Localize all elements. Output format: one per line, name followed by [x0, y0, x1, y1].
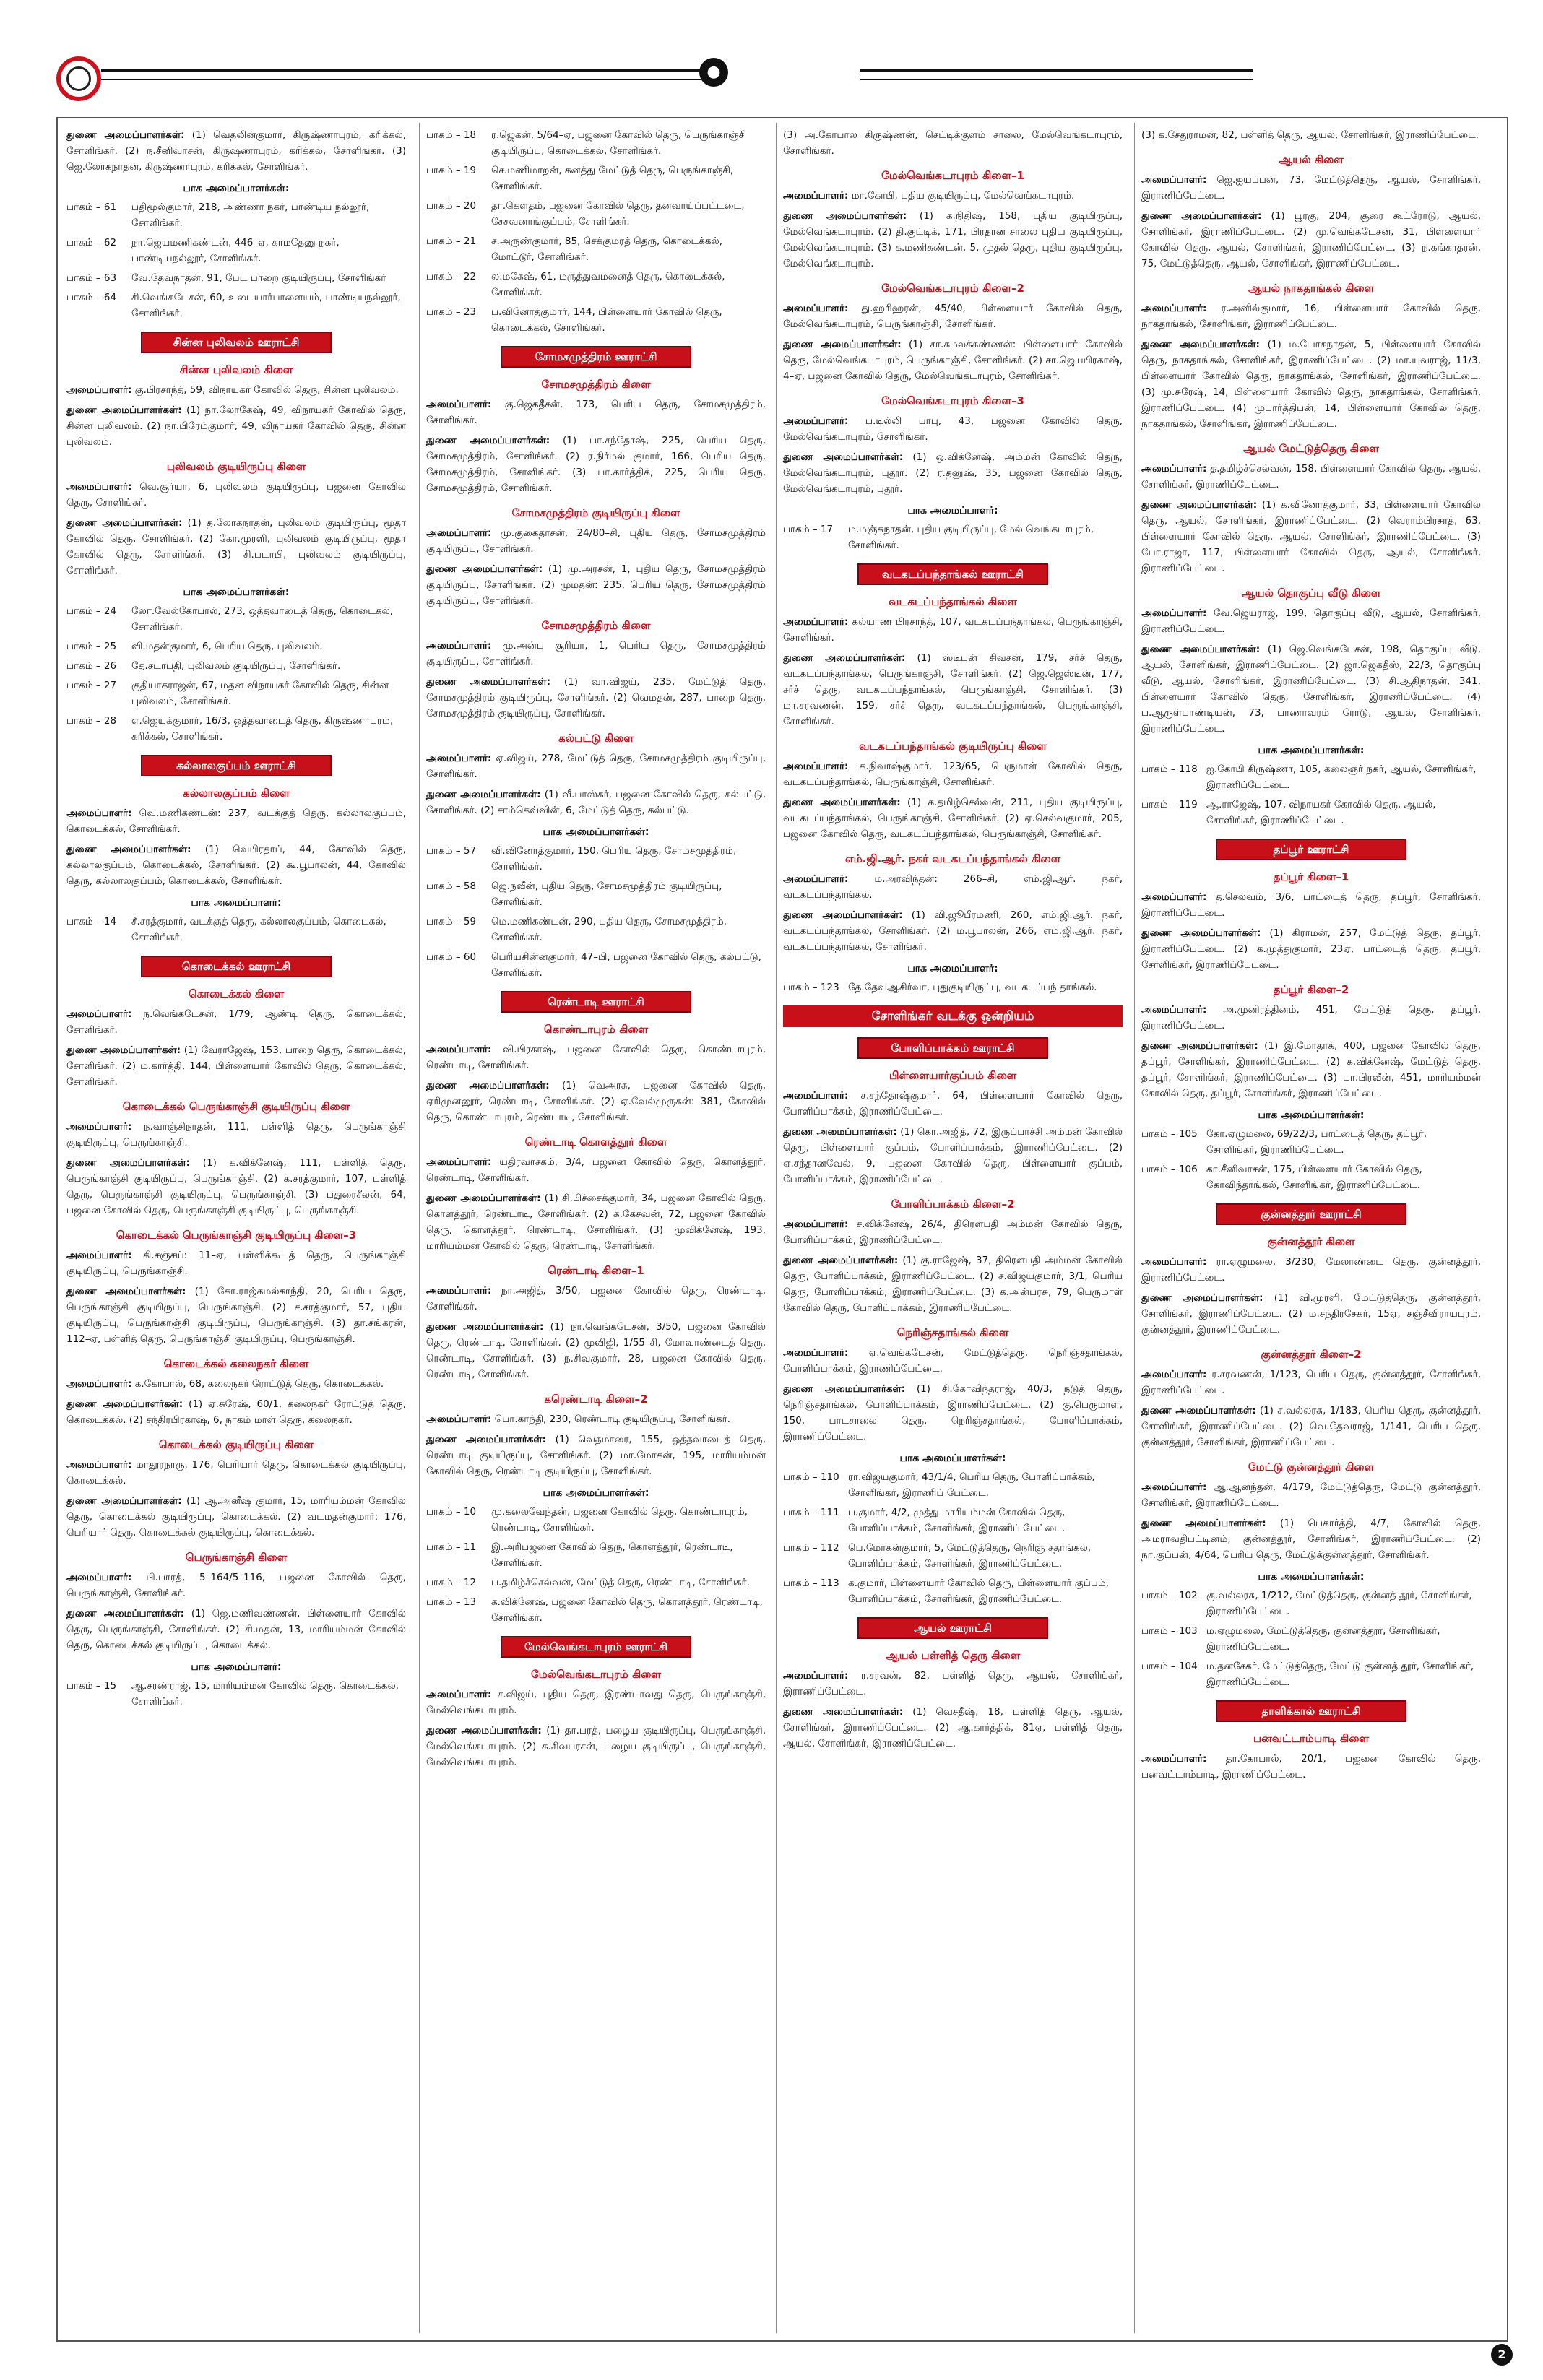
masthead-rule-left — [101, 69, 701, 72]
member-entry: துணை அமைப்பாளர்கள்: (1) வி.முரளி, மேட்டுத்தெரு, குன்னத்தூர், சோளிங்கர், இராணிப்பேட்டை. (2) ம.சந்திரசேகர், 15ஏ, சஞ்சீவிராயபுரம், குன்னத்தூர், இராணிப்பேட்டை. — [1141, 1292, 1481, 1336]
booth-number: பாகம் – 62 — [66, 237, 117, 248]
booth-person: ம.ஏழுமலை, மேட்டுத்தெரு, குன்னத்தூர், சோளிங்கர், இராணிப்பேட்டை. — [1206, 1625, 1440, 1653]
branch-heading: கொடைக்கல் குடியிருப்பு கிளை — [158, 1438, 314, 1451]
member-entry: துணை அமைப்பாளர்கள்: (1) கு.ராஜேஷ், 37, திரௌபதி அம்மன் கோவில் தெரு, போளிப்பாக்கம், இராணிப்பேட்டை. (2) ச.விஜயகுமார், 3/1, பெரிய தெரு, போளிப்பாக்கம், இராணிப்பேட்டை. (3) க.அன்பரசு, 79, பெருமாள் கோவில் தெரு, போளிப்பாக்கம், இராணிப்பேட்டை. — [783, 1255, 1123, 1314]
member-entry: அமைப்பாளர்: ஜெ.ஐயப்பன், 73, மேட்டுத்தெரு, ஆயல், சோளிங்கர், இராணிப்பேட்டை. — [1141, 174, 1481, 202]
section-heading: பாக அமைப்பாளர்: — [191, 1661, 282, 1673]
branch-heading: பிள்ளையார்குப்பம் கிளை — [889, 1069, 1017, 1082]
booth-number: பாகம் – 102 — [1141, 1590, 1198, 1601]
booth-row — [426, 1594, 766, 1626]
member-entry: அமைப்பாளர்: க.கோபால், 68, கலைநகர் ரோட்டுத் தெரு, கொடைக்கல். — [66, 1378, 384, 1390]
member-entry: அமைப்பாளர்: ப.டில்லி பாபு, 43, பஜனை கோவில் தெரு, மேல்வெங்கடாபுரம், சோளிங்கர். — [783, 415, 1123, 443]
branch-heading: ஆயல் தொகுப்பு வீடு கிளை — [1241, 587, 1381, 600]
booth-person: செ.மணிமாறன், கனத்து மேட்டுத் தெரு, பெருங்காஞ்சி, சோளிங்கர். — [491, 165, 734, 192]
booth-row — [426, 304, 766, 336]
member-entry: துணை அமைப்பாளர்கள்: (1) பா.சந்தோஷ், 225, பெரிய தெரு, சோமசமுத்திரம், சோளிங்கர். (2) ர.நிர்மல் குமார், 166, பெரிய தெரு, சோமசமுத்திரம், சோளிங்கர். (3) பா.கார்த்திக், 225, பெரிய தெரு, சோமசமுத்திரம், சோளிங்கர். — [426, 435, 766, 494]
member-entry: துணை அமைப்பாளர்கள்: (1) வீ.பாஸ்கர், பஜனை கோவில் தெரு, கல்பட்டு, சோளிங்கர். (2) சாம்கெவ்வின், 6, மேட்டுத் தெரு, கல்பட்டு. — [426, 789, 766, 816]
booth-person: கோ.ஏழுமலை, 69/22/3, பாட்டைத் தெரு, தப்பூர், சோளிங்கர், இராணிப்பேட்டை. — [1206, 1128, 1427, 1156]
booth-row — [783, 979, 1123, 995]
member-entry: அமைப்பாளர்: ந.வாஞ்சிநாதன், 111, பள்ளித் தெரு, பெருங்காஞ்சி குடியிருப்பு, பெருங்காஞ்சி. — [66, 1121, 406, 1148]
booth-person: ஜெ.நவீன், புதிய தெரு, சோமசமுத்திரம் குடியிருப்பு, சோளிங்கர். — [491, 880, 722, 908]
member-entry: துணை அமைப்பாளர்கள்: (1) வெதமாரை, 155, ஒத்தவாடைத் தெரு, ரெண்டாடி குடியிருப்பு, சோளிங்கர். (2) மா.மோகன், 195, மாரியம்மன் கோவில் தெரு, ரெண்டாடி குடியிருப்பு, சோளிங்கர். — [426, 1434, 766, 1477]
booth-person: சீ.சரத்குமார், வடக்குத் தெரு, கல்லாலகுப்பம், கொடைகல், சோளிங்கர். — [131, 916, 386, 943]
booth-row — [426, 233, 766, 265]
booth-number: பாகம் – 63 — [66, 272, 117, 284]
member-entry: துணை அமைப்பாளர்கள்: (1) வெசதீஷ், 18, பள்ளித் தெரு, ஆயல், சோளிங்கர், இராணிப்பேட்டை. (2) ஆ.கார்த்திக், 81ஏ, பள்ளித் தெரு, ஆயல், சோளிங்கர், இராணிப்பேட்டை. — [783, 1706, 1123, 1749]
booth-row — [66, 235, 406, 267]
booth-person: குதியாகராஜன், 67, மதன விநாயகர் கோவில் தெரு, சின்ன புலிவலம், சோளிங்கர். — [131, 680, 389, 707]
masthead-rule-right-thin — [860, 79, 1253, 80]
booth-person: இ.அரிபஜனை கோவில் தெரு, கொளத்தூர், ரெண்டாடி, சோளிங்கர். — [491, 1541, 733, 1569]
member-entry: அமைப்பாளர்: து.ஹரிஹரன், 45/40, பிள்ளையார் கோவில் தெரு, மேல்வெங்கடாபுரம், பெருங்காஞ்சி, சோளிங்கர். — [783, 303, 1123, 330]
booth-number: பாகம் – 13 — [426, 1596, 477, 1608]
branch-heading: கொடைக்கல் பெருங்காஞ்சி குடியிருப்பு கிளை — [122, 1100, 350, 1113]
member-entry: அமைப்பாளர்: ஆ.ஆனந்தன், 4/179, மேட்டுத்தெரு, மேட்டு குன்னத்தூர், சோளிங்கர், இராணிப்பேட்டை. — [1141, 1481, 1481, 1509]
booth-number: பாகம் – 25 — [66, 641, 117, 652]
section-heading: பாக அமைப்பாளர்கள்: — [543, 826, 649, 838]
branch-heading: வடகடப்பந்தாங்கல் குடியிருப்பு கிளை — [859, 740, 1047, 753]
booth-person: கு.வல்லரசு, 1/212, மேட்டுத்தெரு, குன்னத் தூர், சோளிங்கர், இராணிப்பேட்டை. — [1206, 1590, 1472, 1617]
section-heading: பாக அமைப்பாளர்கள்: — [183, 587, 290, 598]
booth-number: பாகம் – 22 — [426, 271, 477, 282]
branch-heading: கொடைக்கல் கிளை — [188, 987, 285, 1000]
branch-heading: கொடைக்கல் கலைநகர் கிளை — [163, 1357, 309, 1370]
member-entry: துணை அமைப்பாளர்கள்: (1) ஆ.அனீஷ் குமார், 15, மாரியம்மன் கோவில் தெரு, கொடைக்கல் குடியிருப்பு, கொடைக்கல். (2) வடமதன்குமார்: 176, பெரியார் தெரு, கொடைக்கல் குடியிருப்பு, கொடைக்கல். — [66, 1495, 406, 1539]
booth-number: பாகம் – 20 — [426, 200, 477, 212]
branch-heading: எம்.ஜி.ஆர். நகர் வடகடப்பந்தாங்கல் கிளை — [844, 852, 1061, 865]
member-entry: துணை அமைப்பாளர்கள்: (1) ம.யோகநாதன், 5, பிள்ளையார் கோவில் தெரு, நாகதாங்கல், சோளிங்கர், இராணிப்பேட்டை. (2) மா.யுவராஜ், 11/3, பிள்ளையார் கோவில் தெரு, நாகதாங்கல், சோளிங்கர், இராணிப்பேட்டை. (3) மு.சுரேஷ், 14, பிள்ளையார் கோவில் தெரு, நாகதாங்கல், சோளிங்கர், இராணிப்பேட்டை. (4) முபார்த்திபன், 14, பிள்ளையார் கோவில் தெரு, நாகதாங்கல், சோளிங்கர், இராணிப்பேட்டை. — [1141, 339, 1481, 430]
booth-row — [426, 163, 766, 194]
booth-number: பாகம் – 17 — [783, 524, 834, 535]
member-entry: அமைப்பாளர்: க.நிவாஷ்குமார், 123/65, பெருமாள் கோவில் தெரு, வடகடப்பந்தாங்கல், பெருங்காஞ்சி, சோளிங்கர். — [783, 761, 1123, 788]
booth-person: தே.தேவஆசிர்வா, புதுகுடியிருப்பு, வடகடப்பந் தாங்கல். — [848, 982, 1097, 993]
booth-row — [783, 522, 1123, 553]
branch-heading: கொண்டாபுரம் கிளை — [543, 1023, 649, 1036]
booth-number: பாகம் – 61 — [66, 202, 117, 213]
masthead-rule-right — [860, 69, 1253, 72]
member-entry: துணை அமைப்பாளர்கள்: (1) வெஅரசு, பஜனை கோவில் தெரு, ஏரிமுனனூர், ரெண்டாடி, சோளிங்கர். (2) ஏ.வேல்முருகன்: 381, கோவில் தெரு, கொண்டாபுரம், ரெண்டாடி, சோளிங்கர். — [426, 1080, 766, 1123]
booth-row — [783, 1469, 1123, 1501]
panchayat-label: தாளிக்கால் ஊராட்சி — [1216, 1700, 1406, 1722]
booth-number: பாகம் – 24 — [66, 605, 117, 617]
booth-number: பாகம் – 18 — [426, 129, 477, 141]
panchayat-label: வடகடப்பந்தாங்கல் ஊராட்சி — [857, 563, 1048, 585]
booth-row — [66, 713, 406, 745]
booth-row — [66, 1678, 406, 1710]
member-entry: (3) க.சேதுராமன், 82, பள்ளித் தெரு, ஆயல், சோளிங்கர், இராணிப்பேட்டை. — [1141, 129, 1479, 141]
member-entry: அமைப்பாளர்: கு.ஜெகதீசன், 173, பெரிய தெரு, சோமசமுத்திரம், சோளிங்கர். — [426, 399, 766, 426]
branch-heading: கரெண்டாடி கிளை–2 — [544, 1393, 648, 1406]
booth-number: பாகம் – 26 — [66, 660, 117, 672]
booth-row — [1141, 1588, 1481, 1619]
section-heading: பாக அமைப்பாளர்: — [191, 897, 282, 909]
booth-person: ஆ.ராஜேஷ், 107, விநாயகர் கோவில் தெரு, ஆயல், சோளிங்கர், இராணிப்பேட்டை. — [1206, 799, 1436, 826]
branch-heading: ரெண்டாடி கிளை–1 — [548, 1264, 644, 1277]
booth-number: பாகம் – 60 — [426, 951, 477, 963]
booth-person: ப.குமார், 4/2, முத்து மாரியம்மன் கோவில் தெரு, போளிப்பாக்கம், சோளிங்கர், இராணிப் பேட்டை. — [848, 1507, 1066, 1534]
member-entry: துணை அமைப்பாளர்கள்: (1) வெபிரதாப், 44, கோவில் தெரு, கல்லாலகுப்பம், கொடைக்கல், சோளிங்கர். (2) கூ.பூபாலன், 44, கோவில் தெரு, கல்லாலகுப்பம், கொடைக்கல், சோளிங்கர். — [66, 844, 406, 887]
member-entry: அமைப்பாளர்: ரா.ஏழுமலை, 3/230, மேலாண்டை தெரு, குன்னத்தூர், இராணிப்பேட்டை. — [1141, 1256, 1481, 1284]
panchayat-label: போளிப்பாக்கம் ஊராட்சி — [857, 1037, 1048, 1059]
member-entry: அமைப்பாளர்: ச.விஜய், புதிய தெரு, இரண்டாவது தெரு, பெருங்காஞ்சி, மேல்வெங்கடாபுரம். — [426, 1689, 766, 1716]
branch-heading: ஆயல் நாகதாங்கல் கிளை — [1248, 282, 1375, 295]
member-entry: துணை அமைப்பாளர்கள்: (1) ச.வல்லரசு, 1/183, பெரிய தெரு, குன்னத்தூர், சோளிங்கர், இராணிப்பேட்டை. (2) வெ.தேவராஜ், 1/141, பெரிய தெரு, குன்னத்தூர், சோளிங்கர், இராணிப்பேட்டை. — [1141, 1405, 1481, 1448]
branch-heading: வடகடப்பந்தாங்கல் கிளை — [889, 595, 1017, 608]
branch-heading: பெருங்காஞ்சி கிளை — [185, 1551, 288, 1564]
member-entry: துணை அமைப்பாளர்கள்: (1) க.விக்னேஷ், 111, பள்ளித் தெரு, பெருங்காஞ்சி குடியிருப்பு, பெருங்காஞ்சி. (2) க.சரத்குமார், 107, பள்ளித் தெரு, பெருங்காஞ்சி குடியிருப்பு, பெருங்காஞ்சி. (3) பதுரைசீலன், 64, பஜனை கோவில் தெரு, பெருங்காஞ்சி குடியிருப்பு, பெருங்காஞ்சி. — [66, 1157, 406, 1216]
booth-row — [1141, 1161, 1481, 1193]
member-entry: அமைப்பாளர்: பொ.காந்தி, 230, ரெண்டாடி குடியிருப்பு, சோளிங்கர். — [426, 1414, 730, 1425]
panchayat-label: சோமசமுத்திரம் ஊராட்சி — [501, 346, 691, 368]
member-entry: அமைப்பாளர்: ச.சந்தோஷ்குமார், 64, பிள்ளையார் கோவில் தெரு, போளிப்பாக்கம், இராணிப்பேட்டை. — [783, 1090, 1123, 1117]
panchayat-label: ரெண்டாடி ஊராட்சி — [501, 991, 691, 1013]
branch-heading: கொடைக்கல் பெருங்காஞ்சி குடியிருப்பு கிளை–3 — [116, 1229, 357, 1242]
member-entry: அமைப்பாளர்: கி.சஞ்சய்: 11–ஏ, பள்ளிக்கூடத் தெரு, பெருங்காஞ்சி குடியிருப்பு, பெருங்காஞ்சி. — [66, 1250, 406, 1277]
booth-row — [1141, 1623, 1481, 1655]
member-entry: அமைப்பாளர்: யதிரவாசகம், 3/4, பஜனை கோவில் தெரு, கொளத்தூர், ரெண்டாடி, சோளிங்கர். — [426, 1156, 766, 1184]
booth-row — [66, 639, 406, 654]
masthead-circle-logo — [56, 56, 101, 101]
booth-number: பாகம் – 12 — [426, 1577, 477, 1588]
panchayat-label: தப்பூர் ஊராட்சி — [1216, 839, 1406, 860]
panchayat-label: மேல்வெங்கடாபுரம் ஊராட்சி — [501, 1636, 691, 1658]
column-1 — [66, 127, 406, 1713]
member-entry: துணை அமைப்பாளர்கள்: (1) க.நிதிஷ், 158, புதிய குடியிருப்பு, மேல்வெங்கடாபுரம். (2) தி.குட்டிக், 171, பிரதான சாலை புதிய குடியிருப்பு, மேல்வெங்கடாபுரம். (3) க.மணிகண்டன், 5, முதல் தெரு, புதிய குடியிருப்பு, மேல்வெங்கடாபுரம். — [783, 210, 1123, 269]
member-entry: துணை அமைப்பாளர்கள்: (1) கிராமன், 257, மேட்டுத் தெரு, தப்பூர், இராணிப்பேட்டை. (2) க.முத்துகுமார், 23ஏ, பாட்டைத் தெரு, தப்பூர், சோளிங்கர், இராணிப்பேட்டை. — [1141, 927, 1481, 971]
member-entry: துணை அமைப்பாளர்கள்: (1) கோ.ராஜ்கமல்காந்தி, 20, பெரிய தெரு, பெருங்காஞ்சி குடியிருப்பு, பெருங்காஞ்சி. (2) ச.சரத்குமார், 57, புதிய குடியிருப்பு, பெருங்காஞ்சி குடியிருப்பு, பெருங்காஞ்சி. (3) தா.சங்கரன், 112–ஏ, பள்ளித் தெரு, பெருங்காஞ்சி குடியிருப்பு, பெருங்காஞ்சி. — [66, 1286, 406, 1345]
booth-person: நா.ஜெயமணிகண்டன், 446–ஏ, காமதேனு நகர், பாண்டியநல்லூர், சோளிங்கர். — [131, 237, 340, 264]
branch-heading: சோமசமுத்திரம் கிளை — [541, 378, 651, 391]
masthead — [0, 0, 1543, 108]
member-entry: துணை அமைப்பாளர்கள்: (1) மு.அரசன், 1, புதிய தெரு, சோமசமுத்திரம் குடியிருப்பு, சோளிங்கர். (2) முமதன்: 235, பெரிய தெரு, சோமசமுத்திரம் குடியிருப்பு, சோளிங்கர். — [426, 563, 766, 607]
masthead-rule-left-thin — [101, 79, 701, 80]
booth-row — [1141, 1126, 1481, 1158]
booth-number: பாகம் – 23 — [426, 306, 477, 318]
member-entry: அமைப்பாளர்: கு.பிரசாந்த், 59, விநாயகர் கோவில் தெரு, சின்ன புலிவலம். — [66, 384, 399, 396]
panchayat-label: குன்னத்தூர் ஊராட்சி — [1216, 1203, 1406, 1225]
column-4 — [1141, 127, 1481, 1787]
member-entry: அமைப்பாளர்: த.செல்வம், 3/6, பாட்டைத் தெரு, தப்பூர், சோளிங்கர், இராணிப்பேட்டை. — [1141, 891, 1481, 919]
member-entry: அமைப்பாளர்: ர.அனில்குமார், 16, பிள்ளையார் கோவில் தெரு, நாகதாங்கல், சோளிங்கர், இராணிப்பேட்டை. — [1141, 303, 1481, 330]
section-heading: பாக அமைப்பாளர்: — [907, 963, 998, 974]
section-heading: பாக அமைப்பாளர்கள்: — [183, 183, 290, 194]
member-entry: துணை அமைப்பாளர்கள்: (1) பூரகு, 204, சூரை கூட்ரோடு, ஆயல், சோளிங்கர், இராணிப்பேட்டை. (2) மு.வெங்கடேசன், 31, பிள்ளையார் கோவில் தெரு, ஆயல், சோளிங்கர், இராணிப்பேட்டை. (3) ந.கங்காதரன், 75, மேட்டுத்தெரு, ஆயல், சோளிங்கர், இராணிப்பேட்டை. — [1141, 210, 1481, 269]
member-entry: அமைப்பாளர்: ம.அரவிந்தன்: 266–சி, எம்.ஜி.ஆர். நகர், வடகடப்பந்தாங்கல். — [783, 873, 1123, 901]
booth-row — [426, 878, 766, 910]
booth-row — [783, 1540, 1123, 1572]
booth-row — [426, 127, 766, 159]
booth-row — [426, 198, 766, 230]
column-3 — [783, 127, 1123, 1756]
booth-person: பதிமூல்குமார், 218, அண்ணா நகர், பாண்டிய நல்லூர், சோளிங்கர். — [131, 202, 370, 229]
booth-number: பாகம் – 11 — [426, 1541, 477, 1553]
section-heading: பாக அமைப்பாளர்கள்: — [1258, 1571, 1365, 1583]
branch-heading: குன்னத்தூர் கிளை — [1267, 1235, 1355, 1248]
booth-row — [1141, 761, 1481, 793]
member-entry: துணை அமைப்பாளர்கள்: (1) நா.வெங்கடேசன், 3/50, பஜனை கோவில் தெரு, ரெண்டாடி, சோளிங்கர். (2) முவிஜி, 1/55–சி, மோவாண்டைத் தெரு, ரெண்டாடி, சோளிங்கர். (3) ந.சிவகுமார், 28, பஜனை கோவில் தெரு, ரெண்டாடி, சோளிங்கர். — [426, 1321, 766, 1380]
booth-person: மெ.மணிகண்டன், 290, புதிய தெரு, சோமசமுத்திரம், சோளிங்கர். — [491, 916, 727, 943]
booth-number: பாகம் – 10 — [426, 1506, 477, 1518]
booth-person: வி.மதன்குமார், 6, பெரிய தெரு, புலிவலம். — [131, 641, 323, 652]
booth-row — [426, 269, 766, 300]
member-entry: துணை அமைப்பாளர்கள்: (1) வா.விஜய், 235, மேட்டுத் தெரு, சோமசமுத்திரம் குடியிருப்பு, சோளிங்கர். (2) வெமதன், 287, பாறை தெரு, சோமசமுத்திரம் குடியிருப்பு, சோளிங்கர். — [426, 676, 766, 719]
booth-number: பாகம் – 103 — [1141, 1625, 1198, 1637]
section-heading: பாக அமைப்பாளர்கள்: — [1258, 745, 1365, 756]
page-number: 2 — [1491, 2344, 1513, 2366]
member-entry: அமைப்பாளர்: ஏ.வெங்கடேசன், மேட்டுத்தெரு, நெரிஞ்சதாங்கல், போளிப்பாக்கம், இராணிப்பேட்டை. — [783, 1347, 1123, 1375]
booth-person: ப.தமிழ்ச்செல்வன், மேட்டுத் தெரு, ரெண்டாடி, சோளிங்கர். — [491, 1577, 750, 1588]
member-entry: அமைப்பாளர்: ச.விக்னேஷ், 26/4, திரௌபதி அம்மன் கோவில் தெரு, போளிப்பாக்கம், இராணிப்பேட்டை. — [783, 1219, 1123, 1246]
member-entry: துணை அமைப்பாளர்கள்: (1) க.வினோத்குமார், 33, பிள்ளையார் கோவில் தெரு, ஆயல், சோளிங்கர், இராணிப்பேட்டை. (2) வெராம்பிரசாத், 63, பிள்ளையார் கோவில் தெரு, ஆயல், சோளிங்கர், இராணிப்பேட்டை. (3) போ.ராஜா, 117, பிள்ளையார் கோவில் தெரு, ஆயல், சோளிங்கர், இராணிப்பேட்டை. — [1141, 499, 1481, 574]
elephant-logo-icon: ● — [699, 58, 728, 87]
branch-heading: ஆயல் பள்ளித் தெரு கிளை — [885, 1649, 1021, 1662]
union-label: சோளிங்கர் வடக்கு ஒன்றியம் — [783, 1005, 1123, 1027]
booth-person: பெரியசின்னகுமார், 47–பி, பஜனை கோவில் தெரு, கல்பட்டு, சோளிங்கர். — [491, 951, 761, 979]
branch-heading: மேல்வெங்கடாபுரம் கிளை–2 — [881, 282, 1024, 295]
member-entry: துணை அமைப்பாளர்கள்: (1) க.தமிழ்செல்வன், 211, புதிய குடியிருப்பு, வடகடப்பந்தாங்கல், பெருங்காஞ்சி, சோளிங்கர். (2) ஏ.செல்வகுமார், 205, பஜனை கோவில் தெரு, வடகடப்பந்தாங்கல், பெருங்காஞ்சி, சோளிங்கர். — [783, 797, 1123, 840]
booth-row — [783, 1575, 1123, 1607]
member-entry: துணை அமைப்பாளர்கள்: (1) தா.பரத், பழைய குடியிருப்பு, பெருங்காஞ்சி, மேல்வெங்கடாபுரம். (2) க.சிவபரசன், பழைய குடியிருப்பு, பெருங்காஞ்சி, மேல்வெங்கடாபுரம். — [426, 1725, 766, 1768]
booth-person: ம.மஞ்சுநாதன், புதிய குடியிருப்பு, மேல் வெங்கடாபுரம், சோளிங்கர். — [848, 524, 1094, 551]
booth-number: பாகம் – 112 — [783, 1542, 839, 1554]
booth-person: ஆ.சரண்ராஜ், 15, மாரியம்மன் கோவில் தெரு, கொடைக்கல், சோளிங்கர். — [131, 1680, 399, 1708]
branch-heading: ரெண்டாடி கொளத்தூர் கிளை — [524, 1135, 667, 1148]
booth-person: கா.சீனிவாசன், 175, பிள்ளையார் கோவில் தெரு, கோவிந்தாங்கல், சோளிங்கர், இராணிப்பேட்டை. — [1206, 1164, 1422, 1191]
member-entry: துணை அமைப்பாளர்கள்: (1) கொ.அஜித், 72, இருப்பாச்சி அம்மன் கோவில் தெரு, பிள்ளையார் குப்பம், போளிப்பாக்கம், இராணிப்பேட்டை. (2) ஏ.சந்தானவேல், 9, பஜனை கோவில் தெரு, பிள்ளையார் குப்பம், போளிப்பாக்கம், இராணிப்பேட்டை. — [783, 1126, 1123, 1185]
booth-person: சி.வெங்கடேசன், 60, உடையார்பாளையம், பாண்டியநல்லூர், சோளிங்கர். — [131, 292, 401, 319]
branch-heading: நெரிஞ்சதாங்கல் கிளை — [896, 1326, 1009, 1339]
member-entry: அமைப்பாளர்: ர.சரவணன், 1/123, பெரிய தெரு, குன்னத்தூர், சோளிங்கர், இராணிப்பேட்டை. — [1141, 1369, 1481, 1396]
branch-heading: தப்பூர் கிளை–2 — [1273, 983, 1349, 996]
branch-heading: சோமசமுத்திரம் கிளை — [541, 619, 651, 632]
column-divider — [1134, 123, 1135, 2333]
member-entry: துணை அமைப்பாளர்கள்: (1) நா.லோகேஷ், 49, விநாயகர் கோவில் தெரு, சின்ன புலிவலம். (2) நா.பிரேம்குமார், 49, விநாயகர் கோவில் தெரு, சின்ன புலிவலம். — [66, 404, 406, 448]
member-entry: அமைப்பாளர்: ந.வெங்கடேசன், 1/79, ஆண்டி தெரு, கொடைக்கல், சோளிங்கர். — [66, 1008, 406, 1036]
branch-heading: ஆயல் கிளை — [1279, 153, 1344, 166]
member-entry: துணை அமைப்பாளர்கள்: (1) சி.கோவிந்தராஜ், 40/3, நடுத் தெரு, நெரிஞ்சதாங்கல், போளிப்பாக்கம், இராணிப்பேட்டை. (2) கு.பெருமாள், 150, பாடசாலை தெரு, நெரிஞ்சதாங்கல், போளிப்பாக்கம், இராணிப்பேட்டை. — [783, 1383, 1123, 1442]
booth-person: ச.அருண்குமார், 85, செக்குமரத் தெரு, கொடைக்கல், மோட்டூர், சோளிங்கர். — [491, 235, 723, 263]
member-entry: அமைப்பாளர்: ஏ.விஜய், 278, மேட்டுத் தெரு, சோமசமுத்திரம் குடியிருப்பு, சோளிங்கர். — [426, 753, 766, 780]
branch-heading: கல்பட்டு கிளை — [558, 732, 634, 745]
section-heading: பாக அமைப்பாளர்: — [907, 505, 998, 516]
member-entry: துணை அமைப்பாளர்கள்: (1) வெதலின்குமார், கிருஷ்ணாபுரம், கரிக்கல், சோளிங்கர். (2) ந.சீனிவாசன், கிருஷ்ணாபுரம், கரிக்கல், சோளிங்கர். (3) ஜெ.லோகநாதன், கிருஷ்ணாபுரம், கரிக்கல், சோளிங்கர். — [66, 129, 406, 173]
column-2 — [426, 127, 766, 1775]
booth-person: ப.வினோத்குமார், 144, பிள்ளையார் கோவில் தெரு, கொடைக்கல், சோளிங்கர். — [491, 306, 722, 334]
booth-row — [783, 1505, 1123, 1536]
branch-heading: மேட்டு குன்னத்தூர் கிளை — [1248, 1461, 1375, 1474]
booth-person: வி.வினோத்குமார், 150, பெரிய தெரு, சோமசமுத்திரம், சோளிங்கர். — [491, 845, 737, 873]
member-entry: துணை அமைப்பாளர்கள்: (1) ஜெ.வெங்கடேசன், 198, தொகுப்பு வீடு, ஆயல், சோளிங்கர், இராணிப்பேட்டை. (2) ஜா.ஜெகதீஸ், 22/3, தொகுப்பு வீடு, ஆயல், சோளிங்கர், இராணிப்பேட்டை. (3) சி.ஆதிநாதன், 341, பிள்ளையார் கோவில் தெரு, சோளிங்கர், இராணிப்பேட்டை. (4) ப.ஆருள்பாண்டியன், 73, பாணாவரம் ரோடு, ஆயல், சோளிங்கர், இராணிப்பேட்டை. — [1141, 644, 1481, 735]
member-entry: அமைப்பாளர்: தா.கோபால், 20/1, பஜனை கோவில் தெரு, பனவட்டாம்பாடி, இராணிப்பேட்டை. — [1141, 1753, 1481, 1780]
branch-heading: மேல்வெங்கடாபுரம் கிளை–3 — [881, 394, 1024, 407]
booth-person: ல.மகேஷ், 61, மருத்துவமனைத் தெரு, கொடைக்கல், சோளிங்கர். — [491, 271, 725, 298]
booth-number: பாகம் – 19 — [426, 165, 477, 176]
member-entry: துணை அமைப்பாளர்கள்: (1) வேராஜேஷ், 153, பாறை தெரு, கொடைக்கல், சோளிங்கர். (2) ம.கார்த்தி, 144, பிள்ளையார் கோவில் தெரு, கொடைக்கல், சோளிங்கர். — [66, 1044, 406, 1088]
booth-number: பாகம் – 64 — [66, 292, 117, 303]
member-entry: துணை அமைப்பாளர்கள்: (1) சா.கமலக்கண்ணன்: பிள்ளையார் கோவில் தெரு, மேல்வெங்கடாபுரம், பெருங்காஞ்சி, சோளிங்கர். (2) சா.ஜெயபிரகாஷ், 4–ஏ, பஜனை கோவில் தெரு, மேல்வெங்கடாபுரம், சோளிங்கர். — [783, 339, 1123, 382]
booth-number: பாகம் – 28 — [66, 715, 117, 727]
booth-number: பாகம் – 15 — [66, 1680, 117, 1692]
booth-person: எ.ஜெயக்குமார், 16/3, ஒத்தவாடைத் தெரு, கிருஷ்ணாபுரம், கரிக்கல், சோளிங்கர். — [131, 715, 394, 743]
booth-person: ர.ஜெகன், 5/64–ஏ, பஜனை கோவில் தெரு, பெருங்காஞ்சி குடியிருப்பு, கொடைக்கல், சோளிங்கர். — [491, 129, 747, 157]
member-entry: துணை அமைப்பாளர்கள்: (1) ஒ.விக்னேஷ், அம்மன் கோவில் தெரு, மேல்வெங்கடாபுரம், புதூர். (2) ர.தனுஷ், 35, பஜனை கோவில் தெரு, மேல்வெங்கடாபுரம், புதூர். — [783, 451, 1123, 495]
member-entry: (3) அ.கோபால கிருஷ்ணன், செட்டிக்குளம் சாலை, மேல்வெங்கடாபுரம், சோளிங்கர். — [783, 129, 1123, 157]
member-entry: அமைப்பாளர்: வெ.சூர்யா, 6, புலிவலம் குடியிருப்பு, பஜனை கோவில் தெரு, சோளிங்கர். — [66, 481, 406, 509]
branch-heading: பனவட்டாம்பாடி கிளை — [1253, 1732, 1370, 1745]
branch-heading: மேல்வெங்கடாபுரம் கிளை — [531, 1668, 661, 1681]
column-divider — [776, 123, 777, 2333]
member-entry: துணை அமைப்பாளர்கள்: (1) த.லோகநாதன், புலிவலம் குடியிருப்பு, மூதா கோவில் தெரு, சோளிங்கர். (2) கோ.முரளி, புலிவலம் குடியிருப்பு, மூதா கோவில் தெரு, சோளிங்கர். (3) சி.படாபி, புலிவலம் குடியிருப்பு, சோளிங்கர். — [66, 517, 406, 576]
booth-number: பாகம் – 105 — [1141, 1128, 1198, 1140]
booth-person: தா.கௌதம், பஜனை கோவில் தெரு, தனவாய்ப்பட்டடை, சேசவனாங்குப்பம், சோளிங்கர். — [491, 200, 745, 228]
booth-person: மு.கலைவேந்தன், பஜனை கோவில் தெரு, கொண்டாபுரம், ரெண்டாடி, சோளிங்கர். — [491, 1506, 748, 1533]
booth-number: பாகம் – 58 — [426, 880, 477, 892]
booth-number: பாகம் – 14 — [66, 916, 117, 927]
booth-row — [426, 914, 766, 945]
member-entry: அமைப்பாளர்: மு.அன்பு சூரியா, 1, பெரிய தெரு, சோமசமுத்திரம் குடியிருப்பு, சோளிங்கர். — [426, 640, 766, 667]
section-heading: பாக அமைப்பாளர்கள்: — [543, 1487, 649, 1499]
booth-row — [426, 1539, 766, 1571]
booth-row — [426, 949, 766, 981]
panchayat-label: ஆயல் ஊராட்சி — [857, 1617, 1048, 1639]
member-entry: அமைப்பாளர்: பி.பாரத், 5–164/5–116, பஜனை கோவில் தெரு, பெருங்காஞ்சி, சோளிங்கர். — [66, 1572, 406, 1599]
booth-person: ரா.விஜயகுமார், 43/1/4, பெரிய தெரு, போளிப்பாக்கம், சோளிங்கர், இராணிப் பேட்டை. — [848, 1471, 1095, 1499]
branch-heading: போளிப்பாக்கம் கிளை–2 — [891, 1198, 1015, 1211]
booth-row — [66, 270, 406, 286]
member-entry: அமைப்பாளர்: வி.பிரகாஷ், பஜனை கோவில் தெரு, கொண்டாபுரம், ரெண்டாடி, சோளிங்கர். — [426, 1044, 766, 1071]
member-entry: அமைப்பாளர்: வே.ஜெயராஜ், 199, தொகுப்பு வீடு, ஆயல், சோளிங்கர், இராணிப்பேட்டை. — [1141, 607, 1481, 635]
booth-row — [1141, 1658, 1481, 1690]
booth-person: ம.தனசேகர், மேட்டுத்தெரு, மேட்டு குன்னத் தூர், சோளிங்கர், இராணிப்பேட்டை. — [1206, 1661, 1474, 1688]
booth-row — [66, 199, 406, 231]
member-entry: துணை அமைப்பாளர்கள்: (1) சி.பிச்சைக்குமார், 34, பஜனை கோவில் தெரு, கொளத்தூர், ரெண்டாடி, சோளிங்கர். (2) க.கேசவன், 72, பஜனை கோவில் தெரு, கொளத்தூர், ரெண்டாடி, சோளிங்கர். (3) முவிக்னேஷ், 193, மாரியம்மன் கோவில் தெரு, ரெண்டாடி, சோளிங்கர். — [426, 1193, 766, 1252]
booth-number: பாகம் – 106 — [1141, 1164, 1198, 1175]
panchayat-label: கொடைக்கல் ஊராட்சி — [141, 956, 332, 977]
member-entry: அமைப்பாளர்: த.தமிழ்ச்செல்வன், 158, பிள்ளையார் கோவில் தெரு, ஆயல், சோளிங்கர், இராணிப்பேட்டை. — [1141, 463, 1481, 490]
member-entry: துணை அமைப்பாளர்கள்: (1) ஜெ.மணிவண்ணன், பிள்ளையார் கோவில் தெரு, பெருங்காஞ்சி, சோளிங்கர். (2) சி.மதன், 13, மாரியம்மன் கோவில் தெரு, கொடைக்கல் குடியிருப்பு, கொடைக்கல். — [66, 1608, 406, 1651]
booth-number: பாகம் – 59 — [426, 916, 477, 927]
branch-heading: சின்ன புலிவலம் கிளை — [179, 363, 293, 376]
branch-heading: குன்னத்தூர் கிளை–2 — [1261, 1348, 1362, 1361]
booth-person: வே.தேவநாதன், 91, பேட பாறை குடியிருப்பு, சோளிங்கர் — [131, 272, 386, 284]
booth-number: பாகம் – 111 — [783, 1507, 839, 1518]
member-entry: அமைப்பாளர்: நா.அஜித், 3/50, பஜனை கோவில் தெரு, ரெண்டாடி, சோளிங்கர். — [426, 1285, 766, 1312]
section-heading: பாக அமைப்பாளர்கள்: — [1258, 1109, 1365, 1121]
booth-number: பாகம் – 113 — [783, 1578, 839, 1589]
panchayat-label: சின்ன புலிவலம் ஊராட்சி — [141, 332, 332, 353]
booth-number: பாகம் – 57 — [426, 845, 477, 857]
member-entry: அமைப்பாளர்: கல்யாண பிரசாந்த், 107, வடகடப்பந்தாங்கல், பெருங்காஞ்சி, சோளிங்கர். — [783, 616, 1123, 644]
booth-person: ஐ.கோபி கிருஷ்ணா, 105, கலைஞர் நகர், ஆயல், சோளிங்கர், இராணிப்பேட்டை. — [1206, 763, 1477, 791]
member-entry: அமைப்பாளர்: மா.கோபி, புதிய குடியிருப்பு, மேல்வெங்கடாபுரம். — [783, 190, 1075, 202]
branch-heading: மேல்வெங்கடாபுரம் கிளை–1 — [881, 169, 1024, 182]
branch-heading: புலிவலம் குடியிருப்பு கிளை — [166, 460, 306, 473]
booth-number: பாகம் – 123 — [783, 982, 839, 993]
branch-heading: தப்பூர் கிளை–1 — [1273, 870, 1349, 883]
member-entry: அமைப்பாளர்: அ.முனிரத்தினம், 451, மேட்டுத் தெரு, தப்பூர், இராணிப்பேட்டை. — [1141, 1004, 1481, 1031]
member-entry: துணை அமைப்பாளர்கள்: (1) வி.ஜூபீரமணி, 260, எம்.ஜி.ஆர். நகர், வடகடப்பந்தாங்கல், சோளிங்கர். (2) ம.பூபாலன், 266, எம்.ஜி.ஆர். நகர், வடகடப்பந்தாங்கல், சோளிங்கர். — [783, 909, 1123, 953]
column-divider — [419, 123, 420, 2333]
member-entry: துணை அமைப்பாளர்கள்: (1) ஏ.சுரேஷ், 60/1, கலைநகர் ரோட்டுத் தெரு, கொடைக்கல். (2) சந்திரபிரகாஷ், 6, நாகம் மாள் தெரு, கலைநகர். — [66, 1398, 406, 1426]
member-entry: அமைப்பாளர்: மு.குகைதாசன், 24/80–சி, புதிய தெரு, சோமசமுத்திரம் குடியிருப்பு, சோளிங்கர். — [426, 527, 766, 555]
member-entry: அமைப்பாளர்: ர.சரவன், 82, பள்ளித் தெரு, ஆயல், சோளிங்கர், இராணிப்பேட்டை. — [783, 1670, 1123, 1697]
booth-number: பாகம் – 119 — [1141, 799, 1198, 810]
booth-row — [426, 1575, 766, 1591]
booth-row — [1141, 797, 1481, 828]
booth-row — [426, 843, 766, 875]
panchayat-label: கல்லாலகுப்பம் ஊராட்சி — [141, 755, 332, 776]
booth-number: பாகம் – 27 — [66, 680, 117, 691]
branch-heading: ஆயல் மேட்டுத்தெரு கிளை — [1243, 442, 1379, 455]
booth-person: தே.சடாபதி, புலிவலம் குடியிருப்பு, சோளிங்கர். — [131, 660, 341, 672]
booth-person: லோ.வேல்கோபால், 273, ஒத்தவாடைத் தெரு, கொடைகல், சோளிங்கர். — [131, 605, 394, 633]
booth-row — [66, 603, 406, 635]
booth-row — [66, 678, 406, 709]
branch-heading: கல்லாலகுப்பம் கிளை — [183, 787, 290, 800]
booth-person: க.விக்னேஷ், பஜனை கோவில் தெரு, கொளத்தூர், ரெண்டாடி, சோளிங்கர். — [491, 1596, 763, 1624]
booth-row — [66, 658, 406, 674]
member-entry: துணை அமைப்பாளர்கள்: (1) ஸ்டீபன் சிவசன், 179, சர்ச் தெரு, வடகடப்பந்தாங்கல், பெருங்காஞ்சி, சோளிங்கர். (2) ஜெ.ஜெஸ்டின், 177, சர்ச் தெரு, வடகடப்பந்தாங்கல், பெருங்காஞ்சி, சோளிங்கர். (3) மா.சரவணன், 159, சர்ச் தெரு, வடகடப்பந்தாங்கல், பெருங்காஞ்சி, சோளிங்கர். — [783, 652, 1123, 727]
booth-person: க.குமார், பிள்ளையார் கோவில் தெரு, பிள்ளையார் குப்பம், போளிப்பாக்கம், சோளிங்கர், இராணிப்பேட்டை. — [848, 1578, 1109, 1605]
booth-row — [66, 914, 406, 945]
booth-number: பாகம் – 21 — [426, 235, 477, 247]
booth-row — [426, 1504, 766, 1536]
member-entry: துணை அமைப்பாளர்கள்: (1) இ.மோதாக், 400, பஜனை கோவில் தெரு, தப்பூர், சோளிங்கர், இராணிப்பேட்டை. (2) க.விக்னேஷ், மேட்டுத் தெரு, தப்பூர், சோளிங்கர், இராணிப்பேட்டை. (3) பா.பிரவீன், 451, மாரியம்மன் கோவில் தெரு, தப்பூர், சோளிங்கர், இராணிப்பேட்டை. — [1141, 1040, 1481, 1099]
booth-number: பாகம் – 110 — [783, 1471, 839, 1483]
member-entry: அமைப்பாளர்: மாதூரநாரு, 176, பெரியார் தெரு, கொடைக்கல் குடியிருப்பு, கொடைக்கல். — [66, 1459, 406, 1487]
booth-number: பாகம் – 118 — [1141, 763, 1198, 775]
booth-row — [66, 290, 406, 321]
booth-person: பெ.மோகன்குமார், 5, மேட்டுத்தெரு, நெரிஞ் சதாங்கல், போளிப்பாக்கம், சோளிங்கர், இராணிப்பேட்டை. — [848, 1542, 1092, 1570]
booth-number: பாகம் – 104 — [1141, 1661, 1198, 1672]
member-entry: துணை அமைப்பாளர்கள்: (1) பெகார்த்தி, 4/7, கோவில் தெரு, அமராவதிபட்டினம், குன்னத்தூர், சோளிங்கர், இராணிப்பேட்டை. (2) நா.குப்பன், 4/64, பெரிய தெரு, மேட்டுக்குன்னத்தூர், சோளிங்கர். — [1141, 1518, 1481, 1561]
section-heading: பாக அமைப்பாளர்கள்: — [899, 1453, 1006, 1464]
branch-heading: சோமசமுத்திரம் குடியிருப்பு கிளை — [511, 506, 680, 519]
member-entry: அமைப்பாளர்: வெ.மணிகண்டன்: 237, வடக்குத் தெரு, கல்லாலகுப்பம், கொடைக்கல், சோளிங்கர். — [66, 808, 406, 835]
